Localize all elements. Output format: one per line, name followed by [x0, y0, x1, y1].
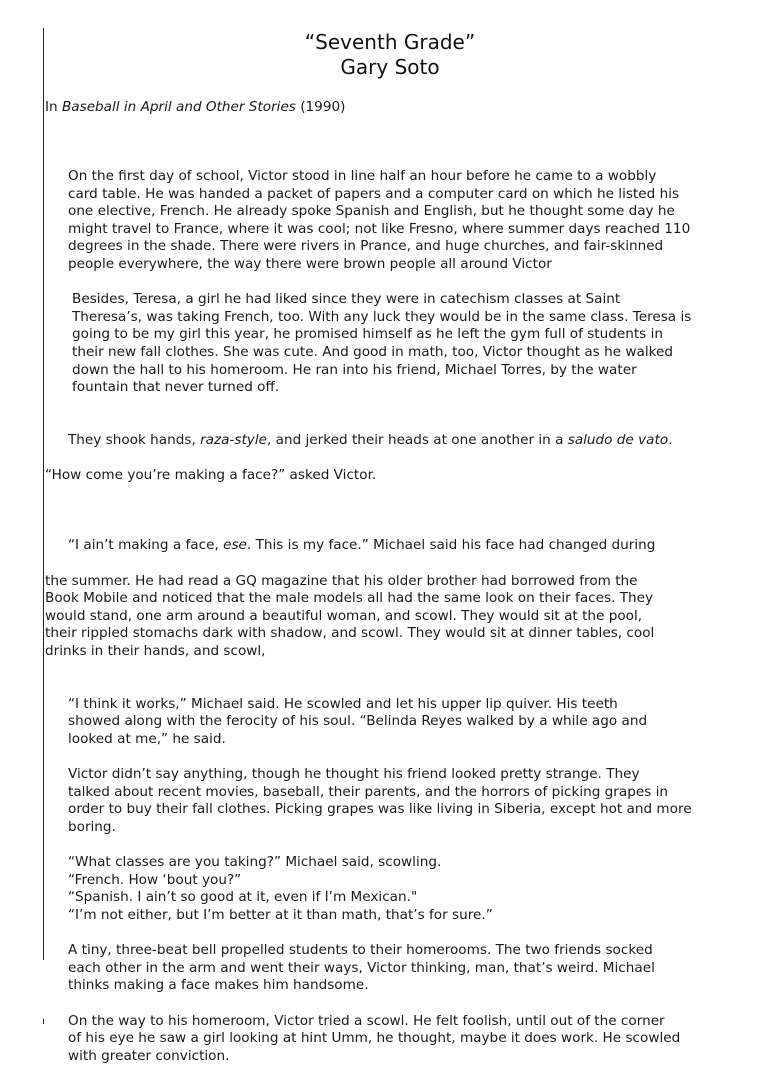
dialog-line: “I’m not either, but I’m better at it than math, that’s for sure.” — [68, 906, 493, 923]
paragraph-6: Victor didn’t say anything, though he thought his friend looked pretty strange. They talked about recent movies, baseball, their parents, and the horrors of picking grapes in order to buy their fall clothes. Picking grapes was like living in Siberia, except hot and more boring. — [68, 766, 692, 835]
paragraph-1: On the first day of school, Victor stood in line half an hour before he came to a wobbly card table. He was handed a packet of papers and a computer card on which he listed his one elective, French. He already spoke Spanish and English, but he thought some day he might travel to France, where it was cool; not like Fresno, where summer days reached 110 degrees in the shade. There were rivers in Prance, and huge churches, and fair-skinned people everywhere, the way there were brown people all around Victor — [68, 168, 691, 272]
source-citation — [45, 98, 345, 116]
title-block — [0, 30, 768, 80]
left-margin-line — [43, 28, 44, 960]
paragraph-4-rest: the summer. He had read a GQ magazine that his older brother had borrowed from the Book Mobile and noticed that the male models all had the same look on their faces. They would stand, one arm around a beautiful woman, and scowl. They would sit at the pool, their rippled stomachs dark with shadow, and scowl. They would sit at dinner tables, cool drinks in their hands, and scowl, — [45, 572, 655, 660]
dialog-line: “What classes are you taking?” Michael said, scowling. — [68, 854, 442, 871]
paragraph-4-line-1: “I ain’t making a face, ese. This is my face.” Michael said his face had changed during — [68, 537, 656, 554]
paragraph-3-line-2: “How come you’re making a face?” asked Victor. — [45, 467, 377, 484]
paragraph-4 — [45, 520, 745, 678]
story-body — [45, 168, 745, 1083]
paragraph-7: A tiny, three-beat bell propelled students to their homerooms. The two friends socked each other in the arm and went their ways, Victor thinking, man, that’s weird. Michael thinks making a face makes him handsome. — [68, 942, 655, 994]
paragraph-3 — [45, 414, 745, 502]
source-book-title: Baseball in April and Other Stories — [61, 99, 296, 115]
dialog-block — [45, 854, 745, 924]
paragraph-5: “I think it works,” Michael said. He scowled and let his upper lip quiver. His teeth showed along with the ferocity of his soul. “Belinda Reyes walked by a while ago and looked at me,” he said. — [68, 695, 648, 747]
dialog-line: “French. How ‘bout you?” — [68, 871, 242, 888]
source-year: (1990) — [295, 99, 346, 115]
story-title: “Seventh Grade” — [304, 30, 476, 54]
dialog-line: “Spanish. I ain’t so good at it, even if I’m Mexican." — [68, 889, 418, 906]
paragraph-3-line-1: They shook hands, raza-style, and jerked their heads at one another in a saludo de vato. — [68, 431, 673, 448]
story-author: Gary Soto — [340, 55, 440, 79]
paragraph-2: Besides, Teresa, a girl he had liked since they were in catechism classes at Saint Theresa’s, was taking French, too. With any luck they would be in the same class. Teresa is going to be my girl this year, he promised himself as he left the gym full of students in their new fall clothes. She was cute. And good in math, too, Victor thought as he walked down the hall to his homeroom. He ran into his friend, Michael Torres, by the water fountain that never turned off. — [72, 291, 692, 396]
paragraph-8: On the way to his homeroom, Victor tried a scowl. He felt foolish, until out of the corner of his eye he saw a girl looking at hint Umm, he thought, maybe it does work. He scowled with greater conviction. — [68, 1012, 681, 1064]
source-prefix: In — [45, 99, 62, 115]
margin-tick-mark — [43, 1019, 44, 1024]
